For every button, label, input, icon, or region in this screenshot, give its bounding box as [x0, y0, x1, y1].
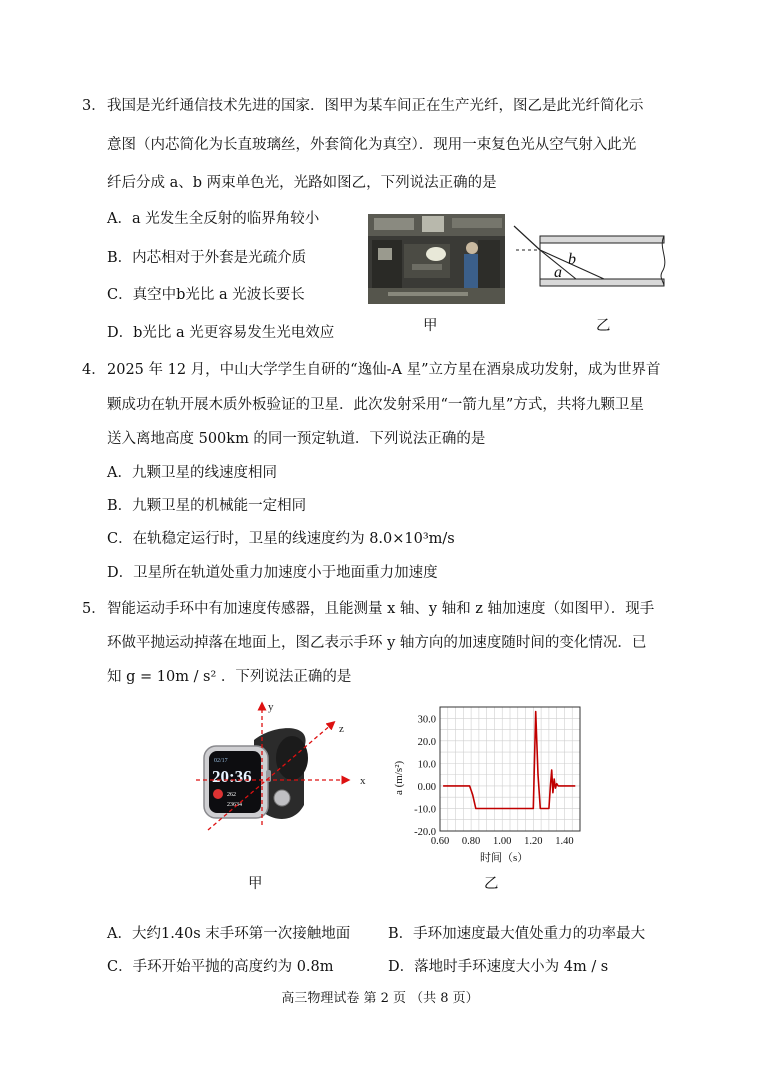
- y-tick-label: 0.00: [417, 781, 436, 793]
- question-4-text-line-2: 颗成功在轨开展木质外板验证的卫星．此次发射采用“一箭九星”方式，共将九颗卫星: [107, 397, 644, 413]
- figure-5-left-caption: 甲: [248, 876, 263, 892]
- question-4-option-d: D．卫星所在轨道处重力加速度小于地面重力加速度: [107, 565, 438, 581]
- x-axis-label: 时间（s）: [480, 852, 529, 864]
- x-tick-label: 1.00: [493, 836, 512, 847]
- question-5-option-a: A．大约1.40s 末手环第一次接触地面: [107, 926, 351, 942]
- factory-photo: [368, 214, 505, 304]
- acceleration-series-line: [443, 712, 575, 809]
- question-3-option-b: B．内芯相对于外套是光疏介质: [107, 250, 307, 266]
- x-tick-label: 1.20: [524, 836, 543, 847]
- label-b: b: [568, 251, 576, 268]
- question-3-option-d: D．b光比 a 光更容易发生光电效应: [107, 325, 335, 341]
- axis-x-label: x: [360, 775, 366, 787]
- figure-5-right-caption: 乙: [484, 876, 499, 892]
- question-4-text-line-3: 送入离地高度 500km 的同一预定轨道．下列说法正确的是: [107, 431, 486, 447]
- question-5-option-d: D．落地时手环速度大小为 4m / s: [388, 959, 609, 975]
- x-tick-label: 0.60: [430, 836, 450, 847]
- y-tick-label: 30.0: [417, 714, 436, 726]
- question-3-text-line-1: 我国是光纤通信技术先进的国家．图甲为某车间正在生产光纤，图乙是此光纤简化示: [107, 98, 644, 114]
- incident-ray: [514, 226, 540, 250]
- page-footer: 高三物理试卷 第 2 页 （共 8 页）: [281, 991, 479, 1006]
- question-3-number: 3．: [82, 98, 106, 114]
- question-5-text-line-2: 环做平抛运动掉落在地面上，图乙表示手环 y 轴方向的加速度随时间的变化情况．已: [107, 635, 647, 651]
- question-5-text-line-3: 知 g = 10m / s² ．下列说法正确的是: [107, 669, 352, 685]
- watch-heart-rate: 262: [227, 792, 236, 798]
- question-4-option-c: C．在轨稳定运行时，卫星的线速度约为 8.0×10³m/s: [107, 531, 455, 547]
- x-tick-label: 0.80: [461, 836, 481, 847]
- axis-y-label: y: [268, 701, 274, 713]
- question-5-text-line-1: 智能运动手环中有加速度传感器，且能测量 x 轴、y 轴和 z 轴加速度（如图甲）．现手: [107, 601, 655, 617]
- watch-steps: 23634: [227, 802, 242, 808]
- watch-date: 02/17: [214, 758, 228, 764]
- question-3-option-c: C．真空中b光比 a 光波长要长: [107, 287, 305, 303]
- question-3-text-line-3: 纤后分成 a、b 两束单色光，光路如图乙，下列说法正确的是: [107, 175, 497, 191]
- y-tick-label: -20.0: [414, 827, 436, 838]
- question-4-text-line-1: 2025 年 12 月，中山大学学生自研的“逸仙-A 星”立方星在酒泉成功发射，成为世界首: [107, 362, 661, 378]
- question-4-option-b: B．九颗卫星的机械能一定相同: [107, 498, 307, 514]
- question-5-option-c: C．手环开始平抛的高度约为 0.8m: [107, 959, 334, 975]
- question-4-option-a: A．九颗卫星的线速度相同: [107, 465, 277, 481]
- question-5-option-b: B．手环加速度最大值处重力的功率最大: [388, 926, 646, 942]
- question-4-number: 4．: [82, 362, 106, 378]
- question-3-text-line-2: 意图（内芯简化为长直玻璃丝，外套简化为真空）．现用一束复色光从空气射入此光: [107, 137, 637, 153]
- acceleration-chart: [378, 695, 593, 865]
- y-tick-label: 20.0: [417, 736, 436, 748]
- fiber-diagram: [512, 222, 672, 298]
- question-3-option-a: A．a 光发生全反射的临界角较小: [107, 211, 320, 227]
- figure-3-left-caption: 甲: [423, 318, 438, 334]
- label-a: a: [554, 264, 562, 281]
- y-tick-label: -10.0: [414, 804, 436, 816]
- y-axis-label: a (m/s²): [393, 760, 405, 795]
- axis-z-label: z: [339, 723, 344, 735]
- watch-time: 20:36: [212, 767, 252, 786]
- fiber-cladding-top: [540, 236, 664, 243]
- question-5-number: 5．: [82, 601, 106, 617]
- y-tick-label: 10.0: [417, 759, 436, 771]
- smartwatch-figure: [196, 700, 376, 835]
- x-tick-label: 1.40: [555, 836, 574, 847]
- figure-3-right-caption: 乙: [596, 318, 611, 334]
